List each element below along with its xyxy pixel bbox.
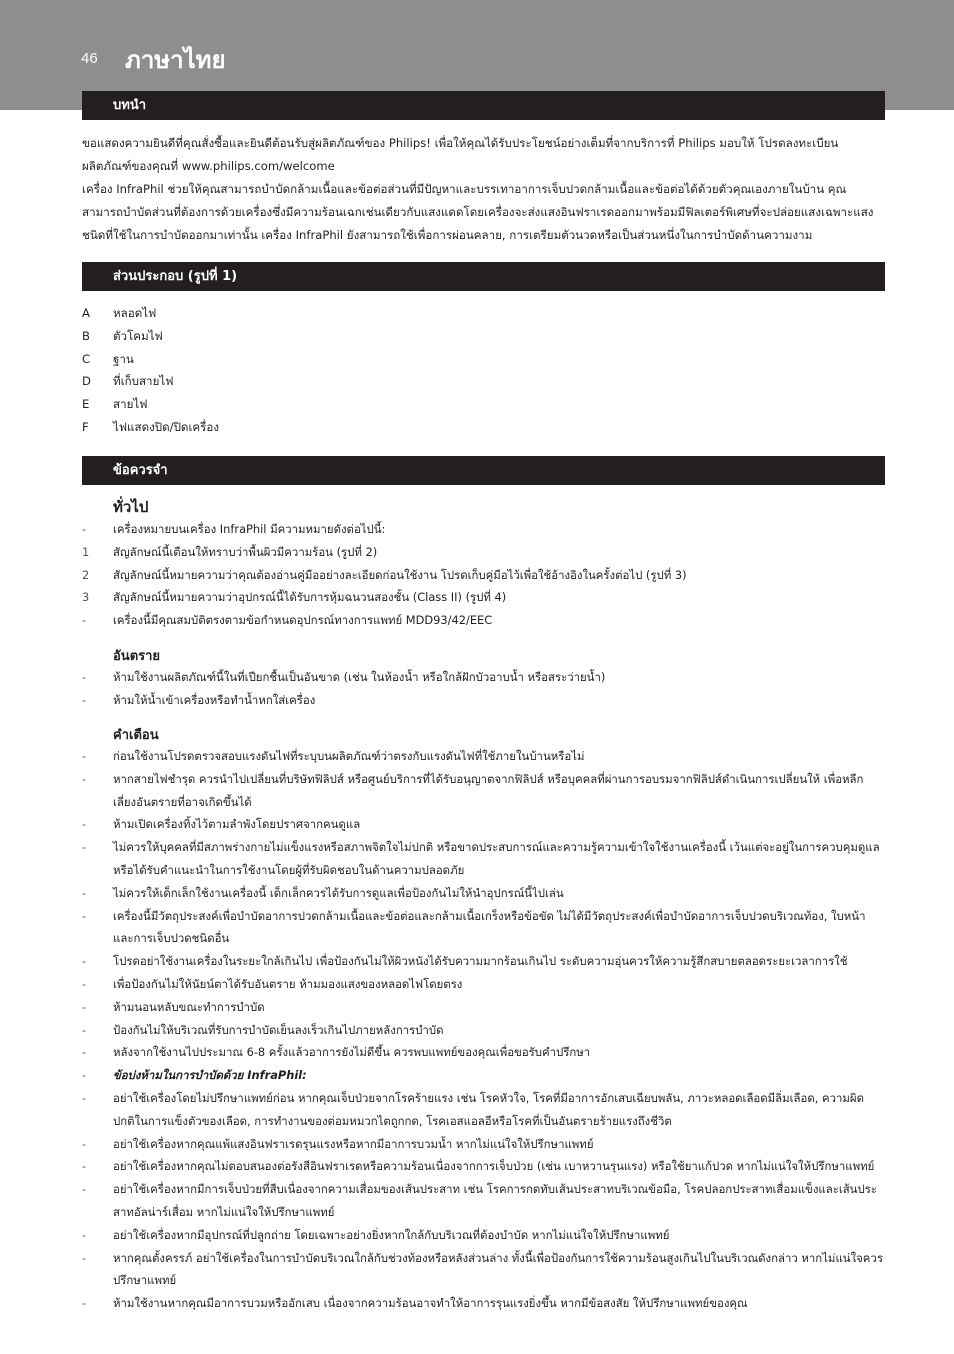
list-item	[82, 1019, 885, 1042]
list-item-text: หากสายไฟชำรุด ควรนำไปเปลี่ยนที่บริษัทฟิลิปส์ หรือศูนย์บริการที่ได้รับอนุญาตจากฟิลิปส์ หรือบุคคลที่ผ่านการอบรมจากฟิลิปส์ดำเนินการเปลี่ยนให้ เพื่อหลีกเลี่ยงอันตรายที่อาจเกิดขึ้นได้	[113, 771, 864, 809]
list-item	[82, 905, 885, 951]
list-item	[82, 416, 885, 439]
list-marker: -	[82, 1296, 87, 1311]
list-item	[82, 564, 885, 587]
list-item	[82, 745, 885, 768]
list-marker: F	[82, 419, 89, 434]
list-item-text: ก่อนใช้งานโปรดตรวจสอบแรงดันไฟที่ระบุบนผลิตภัณฑ์ว่าตรงกับแรงดันไฟที่ใช้ภายในบ้านหรือไม่	[113, 749, 585, 763]
list-item-text: โปรดอย่าใช้งานเครื่องในระยะใกล้เกินไป เพื่อป้องกันไม่ให้ผิวหนังได้รับความมากร้อนเกินไป ระดับความอุ่นควรให้ความรู้สึกสบายตลอดระยะเวลาการใช้	[113, 954, 848, 969]
list-item	[82, 768, 885, 814]
list-item	[82, 1041, 885, 1064]
list-item-text: ห้ามนอนหลับขณะทำการบำบัด	[113, 999, 265, 1014]
section-header-important: ข้อควรจำ	[82, 456, 885, 485]
list-marker: D	[82, 374, 91, 389]
list-marker: E	[82, 397, 90, 412]
list-item	[82, 1133, 885, 1156]
list-item	[82, 370, 885, 393]
list-item	[82, 973, 885, 996]
list-item	[82, 518, 885, 541]
general-heading: ทั่วไป	[113, 498, 149, 516]
intro-text	[82, 132, 885, 247]
intro-paragraph: ขอแสดงความยินดีที่คุณสั่งซื้อและยินดีต้อนรับสู่ผลิตภัณฑ์ของ Philips! เพื่อให้คุณได้รับประโยชน์อย่างเต็มที่จากบริการที่ Philips มอบให้ โปรดลงทะเบียนผลิตภัณฑ์ของคุณที่ www.philips.com/welcome	[82, 136, 839, 173]
list-item	[82, 1155, 885, 1178]
list-item	[82, 666, 885, 689]
section-header-intro: บทนำ	[82, 91, 885, 120]
list-item-text: หลังจากใช้งานไปประมาณ 6-8 ครั้งแล้วอาการยังไม่ดีขึ้น ควรพบแพทย์ของคุณเพื่อขอรับคำปรึกษา	[113, 1045, 591, 1060]
list-item	[82, 1224, 885, 1247]
list-item	[82, 1247, 885, 1293]
list-marker: -	[82, 1227, 87, 1242]
list-marker: -	[82, 1022, 87, 1037]
list-item	[82, 950, 885, 973]
list-item	[82, 689, 885, 712]
list-item-text: ห้ามใช้งานผลิตภัณฑ์นี้ในที่เปียกชื้นเป็นอันขาด (เช่น ในห้องน้ำ หรือใกล้ฝักบัวอาบน้ำ หรือสระว่ายน้ำ)	[113, 670, 606, 684]
list-item-text: สัญลักษณ์นี้หมายความว่าอุปกรณ์นี้ได้รับการหุ้มฉนวนสองชั้น (Class II) (รูปที่ 4)	[113, 590, 507, 605]
list-item	[82, 882, 885, 905]
list-marker: -	[82, 976, 87, 991]
list-marker: -	[82, 817, 87, 832]
list-item-text: ตัวโคมไฟ	[113, 328, 163, 343]
list-marker: -	[82, 1182, 87, 1197]
list-item-text: เครื่องนี้มีคุณสมบัติตรงตามข้อกำหนดอุปกรณ์ทางการแพทย์ MDD93/42/EEC	[113, 613, 493, 628]
list-item-text: อย่าใช้เครื่องหากมีอุปกรณ์ที่ปลูกถ่าย โดยเฉพาะอย่างยิ่งหากใกล้กับบริเวณที่ต้องบำบัด หากไม่แน่ใจให้ปรึกษาแพทย์	[113, 1227, 670, 1242]
list-item	[82, 1064, 885, 1087]
list-item-text: อย่าใช้เครื่องหากคุณไม่ตอบสนองต่อรังสีอินฟราเรดหรือความร้อนเนื่องจากการเจ็บป่วย (เช่น เบาหวานรุนแรง) หรือใช้ยาแก้ปวด หากไม่แน่ใจให้ปรึกษาแพทย์	[113, 1159, 875, 1174]
list-marker: -	[82, 954, 87, 969]
list-marker: -	[82, 749, 87, 763]
list-item-text: ฐาน	[113, 351, 134, 366]
list-item-text: สัญลักษณ์นี้เตือนให้ทราบว่าพื้นผิวมีความร้อน (รูปที่ 2)	[113, 544, 378, 559]
list-item	[82, 348, 885, 371]
list-item	[82, 1178, 885, 1224]
list-item-text: ไม่ควรให้เด็กเล็กใช้งานเครื่องนี้ เด็กเล็กควรได้รับการดูแลเพื่อป้องกันไม่ให้นำอุปกรณ์นี้ไปเล่น	[113, 885, 564, 900]
list-item	[82, 586, 885, 609]
list-item-text: ไม่ควรให้บุคคลที่มีสภาพร่างกายไม่แข็งแรงหรือสภาพจิตใจไม่ปกติ หรือขาดประสบการณ์และความรู้ความเข้าใจใช้งานเครื่องนี้ เว้นแต่จะอยู่ในการควบคุมดูแลหรือได้รับคำแนะนำในการใช้งานโดยผู้ที่รับผิดชอบในด้านความปลอดภัย	[113, 840, 880, 877]
list-marker: -	[82, 522, 87, 536]
list-item	[82, 393, 885, 416]
danger-list	[82, 666, 885, 712]
list-marker: -	[82, 1045, 87, 1060]
list-item	[82, 609, 885, 632]
list-marker: -	[82, 885, 87, 900]
list-item	[82, 541, 885, 564]
list-item	[82, 813, 885, 836]
intro-paragraph: เครื่อง InfraPhil ช่วยให้คุณสามารถบำบัดกล้ามเนื้อและข้อต่อส่วนที่มีปัญหาและบรรเทาอาการเจ็บปวดกล้ามเนื้อและข้อต่อได้ด้วยตัวคุณเองภายในบ้าน คุณสามารถบำบัดส่วนที่ต้องการด้วยเครื่องซึ่งมีความร้อนเฉกเช่นเดียวกับแสงแดดโดยเครื่องจะส่งแสงอินฟราเรดออกมาพร้อมมีฟิลเตอร์พิเศษที่จะปล่อยแสงเฉพาะแสงชนิดที่ใช้ในการบำบัดออกมาเท่านั้น เครื่อง InfraPhil ยังสามารถใช้เพื่อการผ่อนคลาย, การเตรียมตัวนวดหรือเป็นส่วนหนึ่งในการบำบัดด้านความงาม	[82, 182, 874, 242]
list-item-text: ห้ามเปิดเครื่องทิ้งไว้ตามลำพังโดยปราศจากคนดูแล	[113, 817, 361, 832]
list-marker: A	[82, 306, 90, 320]
list-marker: C	[82, 351, 91, 366]
list-item-text: หากคุณตั้งครรภ์ อย่าใช้เครื่องในการบำบัดบริเวณใกล้กับช่วงท้องหรือหลังส่วนล่าง ทั้งนี้เพื่อป้องกันการใช้ความร้อนสูงเกินไปในบริเวณดังกล่าว หากไม่แน่ใจควรปรึกษาแพทย์	[113, 1250, 883, 1288]
list-marker: -	[82, 1068, 87, 1083]
list-item-text: สายไฟ	[113, 397, 148, 412]
list-item	[82, 1292, 885, 1315]
list-marker: -	[82, 999, 87, 1014]
list-item-text: ไฟแสดงปิด/ปิดเครื่อง	[113, 419, 220, 434]
list-item-text: สัญลักษณ์นี้หมายความว่าคุณต้องอ่านคู่มืออย่างละเอียดก่อนใช้งาน โปรดเก็บคู่มือไว้เพื่อใช้อ้างอิงในครั้งต่อไป (รูปที่ 3)	[113, 567, 687, 582]
danger-heading: อันตราย	[113, 649, 161, 664]
list-marker: -	[82, 908, 87, 923]
list-marker: 3	[82, 590, 90, 605]
list-marker: -	[82, 1250, 87, 1265]
list-item-text: เครื่องหมายบนเครื่อง InfraPhil มีความหมายดังต่อไปนี้:	[113, 522, 386, 536]
list-item	[82, 302, 885, 325]
list-item-text: ป้องกันไม่ให้บริเวณที่รับการบำบัดเย็นลงเร็วเกินไปภายหลังการบำบัด	[113, 1022, 444, 1037]
warning-heading: คำเตือน	[113, 728, 159, 743]
list-item-text: ห้ามใช้งานหากคุณมีอาการบวมหรืออักเสบ เนื่องจากความร้อนอาจทำให้อาการรุนแรงยิ่งขึ้น หากมีข้อสงสัย ให้ปรึกษาแพทย์ของคุณ	[113, 1296, 748, 1311]
list-item	[82, 1087, 885, 1133]
general-list	[82, 518, 885, 632]
list-item-text: ที่เก็บสายไฟ	[113, 374, 174, 389]
warning-list	[82, 745, 885, 1315]
list-marker: -	[82, 613, 87, 628]
list-marker: -	[82, 840, 87, 855]
list-item	[82, 836, 885, 882]
list-item	[82, 325, 885, 348]
list-marker: 1	[82, 544, 90, 559]
components-list	[82, 302, 885, 439]
list-marker: -	[82, 1159, 87, 1174]
language-title: ภาษาไทย	[125, 46, 226, 74]
section-header-components: ส่วนประกอบ (รูปที่ 1)	[82, 262, 885, 291]
list-item-text: ห้ามให้น้ำเข้าเครื่องหรือทำน้ำหกใส่เครื่อง	[113, 692, 316, 707]
list-item-text: อย่าใช้เครื่องโดยไม่ปรึกษาแพทย์ก่อน หากคุณเจ็บป่วยจากโรคร้ายแรง เช่น โรคหัวใจ, โรคที่มีอาการอักเสบเฉียบพลัน, ภาวะหลอดเลือดมีลิ่มเลือด, ความผิดปกติในการแข็งตัวของเลือด, การทำงานของต่อมหมวกไตถูกกด, โรคเอสแอลอีหรือโรคที่เป็นอันตรายร้ายแรงถึงชีวิต	[113, 1090, 865, 1128]
list-item-text: อย่าใช้เครื่องหากคุณแพ้แสงอินฟราเรดรุนแรงหรือหากมีอาการบวมน้ำ หากไม่แน่ใจให้ปรึกษาแพทย์	[113, 1136, 594, 1151]
list-item-text: เพื่อป้องกันไม่ให้นัยน์ตาได้รับอันตราย ห้ามมองแสงของหลอดไฟโดยตรง	[113, 976, 463, 991]
list-item-text: หลอดไฟ	[113, 306, 157, 320]
list-item-text: เครื่องนี้มีวัตถุประสงค์เพื่อบำบัดอาการปวดกล้ามเนื้อและข้อต่อและกล้ามเนื้อเกร็งหรือข้อขัด ไม่ได้มีวัตถุประสงค์เพื่อบำบัดอาการเจ็บปวดบริเวณท้อง, ใบหน้าและการเจ็บปวดชนิดอื่น	[113, 908, 866, 946]
page-number: 46	[81, 50, 98, 67]
list-marker: -	[82, 1090, 87, 1105]
list-item	[82, 996, 885, 1019]
list-marker: -	[82, 771, 87, 786]
list-marker: -	[82, 1136, 87, 1151]
list-marker: B	[82, 328, 90, 343]
list-marker: -	[82, 670, 87, 684]
list-marker: 2	[82, 567, 90, 582]
list-item-text: อย่าใช้เครื่องหากมีการเจ็บป่วยที่สืบเนื่องจากความเสื่อมของเส้นประสาท เช่น โรคการกดทับเส้นประสาทบริเวณข้อมือ, โรคปลอกประสาทเสื่อมแข็งและเส้นประสาทอัลน่าร์เสื่อม หากไม่แน่ใจให้ปรึกษาแพทย์	[113, 1182, 877, 1219]
list-marker: -	[82, 692, 87, 707]
list-item-text: ข้อบ่งห้ามในการบำบัดด้วย InfraPhil:	[113, 1068, 307, 1083]
